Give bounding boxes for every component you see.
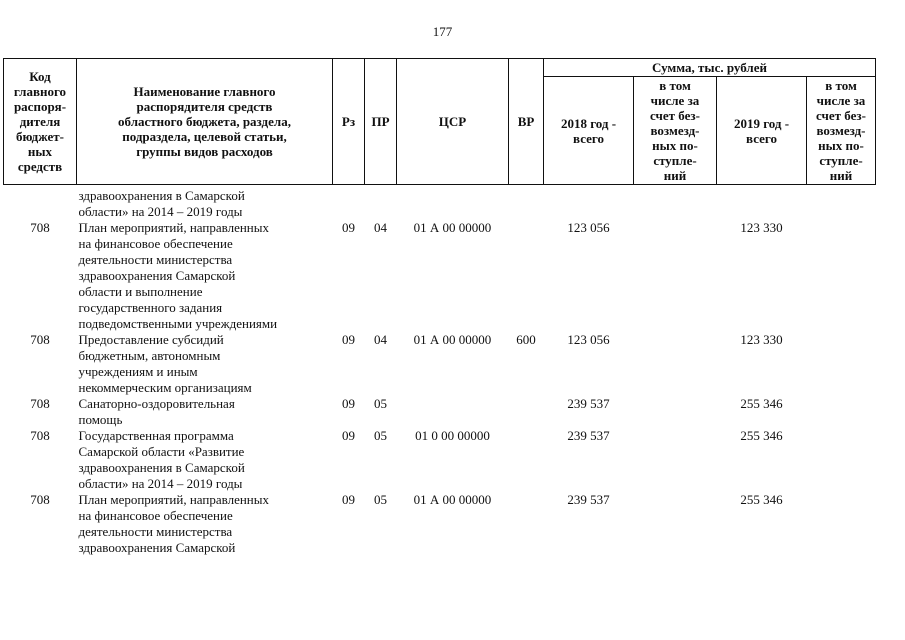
header-pr: ПР	[365, 59, 397, 185]
cell-sum-2018-subsidy	[634, 185, 717, 221]
header-2019-total: 2019 год - всего	[717, 77, 807, 185]
cell-kod: 708	[30, 492, 50, 507]
cell-kod	[4, 185, 77, 221]
cell-sum-2019: 255 346	[740, 396, 783, 411]
cell-sum-2019: 255 346	[740, 492, 783, 507]
budget-table	[3, 58, 876, 556]
cell-sum-2018: 123 056	[567, 332, 610, 347]
cell-pr: 05	[374, 492, 387, 507]
cell-csr	[397, 396, 509, 428]
cell-sum-2019-subsidy	[807, 220, 876, 332]
table-row	[4, 185, 876, 221]
cell-rz: 09	[342, 492, 355, 507]
cell-sum-2019-subsidy	[807, 332, 876, 396]
header-csr: ЦСР	[397, 59, 509, 185]
table-row	[4, 492, 876, 556]
cell-pr	[365, 185, 397, 221]
cell-sum-2019-subsidy	[807, 428, 876, 492]
cell-kod: 708	[30, 220, 50, 235]
cell-sum-2019: 123 330	[740, 332, 783, 347]
cell-sum-2018-subsidy	[634, 396, 717, 428]
cell-vr: 600	[516, 332, 536, 347]
cell-vr	[509, 185, 544, 221]
cell-sum-2018-subsidy	[634, 492, 717, 556]
cell-csr: 01 0 00 00000	[415, 428, 490, 443]
cell-sum-2018: 239 537	[567, 428, 610, 443]
cell-sum-2018-subsidy	[634, 220, 717, 332]
cell-rz: 09	[342, 428, 355, 443]
cell-rz: 09	[342, 220, 355, 235]
table-row	[4, 220, 876, 332]
page-number: 177	[432, 24, 453, 39]
cell-csr: 01 А 00 00000	[413, 332, 492, 347]
cell-sum-2018	[544, 185, 634, 221]
cell-sum-2019-subsidy	[807, 492, 876, 556]
header-rz: Рз	[333, 59, 365, 185]
cell-sum-2019-subsidy	[807, 396, 876, 428]
cell-pr: 04	[374, 220, 387, 235]
header-vr: ВР	[509, 59, 544, 185]
cell-sum-2018: 239 537	[567, 492, 610, 507]
cell-sum-2018-subsidy	[634, 428, 717, 492]
cell-sum-2019: 123 330	[740, 220, 783, 235]
cell-vr	[509, 428, 544, 492]
cell-sum-2019: 255 346	[740, 428, 783, 443]
cell-csr: 01 А 00 00000	[413, 492, 492, 507]
cell-csr: 01 А 00 00000	[413, 220, 492, 235]
cell-vr	[509, 396, 544, 428]
cell-name: План мероприятий, направленных на финансовое обеспечение деятельности министерства здравоохранения Самарской области и выполнение государственного задания подведомственными учреждениями	[78, 220, 278, 331]
header-name: Наименование главного распорядителя средств областного бюджета, раздела, подраздела, целевой статьи, группы видов расходов	[77, 59, 333, 185]
cell-kod: 708	[30, 396, 50, 411]
cell-pr: 04	[374, 332, 387, 347]
cell-name: План мероприятий, направленных на финансовое обеспечение деятельности министерства здравоохранения Самарской	[78, 492, 269, 555]
header-2019-subsidy: в том числе за счет без- возмезд- ных по- ступле- ний	[807, 77, 876, 185]
cell-sum-2018: 123 056	[567, 220, 610, 235]
table-header	[4, 59, 876, 185]
cell-rz: 09	[342, 396, 355, 411]
cell-sum-2018-subsidy	[634, 332, 717, 396]
header-kod: Код главного распоря- дителя бюджет- ных средств	[4, 59, 77, 185]
cell-sum-2018: 239 537	[567, 396, 610, 411]
header-2018-total: 2018 год - всего	[544, 77, 634, 185]
cell-name: здравоохранения в Самарской области» на 2014 – 2019 годы	[78, 188, 245, 219]
table-row	[4, 428, 876, 492]
cell-sum-2019-subsidy	[807, 185, 876, 221]
header-sum: Сумма, тыс. рублей	[544, 59, 876, 77]
cell-csr	[397, 185, 509, 221]
cell-pr: 05	[374, 396, 387, 411]
cell-name: Государственная программа Самарской области «Развитие здравоохранения в Самарской области» на 2014 – 2019 годы	[78, 428, 245, 491]
cell-name: Предоставление субсидий бюджетным, автономным учреждениям и иным некоммерческим организациям	[78, 332, 252, 395]
cell-kod: 708	[30, 332, 50, 347]
header-2018-subsidy: в том числе за счет без- возмезд- ных по- ступле- ний	[634, 77, 717, 185]
table-row	[4, 332, 876, 396]
cell-vr	[509, 492, 544, 556]
cell-rz	[333, 185, 365, 221]
cell-name: Санаторно-оздоровительная помощь	[78, 396, 235, 427]
cell-vr	[509, 220, 544, 332]
cell-kod: 708	[30, 428, 50, 443]
cell-pr: 05	[374, 428, 387, 443]
table-row	[4, 396, 876, 428]
cell-sum-2019	[717, 185, 807, 221]
table-body	[4, 185, 876, 557]
cell-rz: 09	[342, 332, 355, 347]
